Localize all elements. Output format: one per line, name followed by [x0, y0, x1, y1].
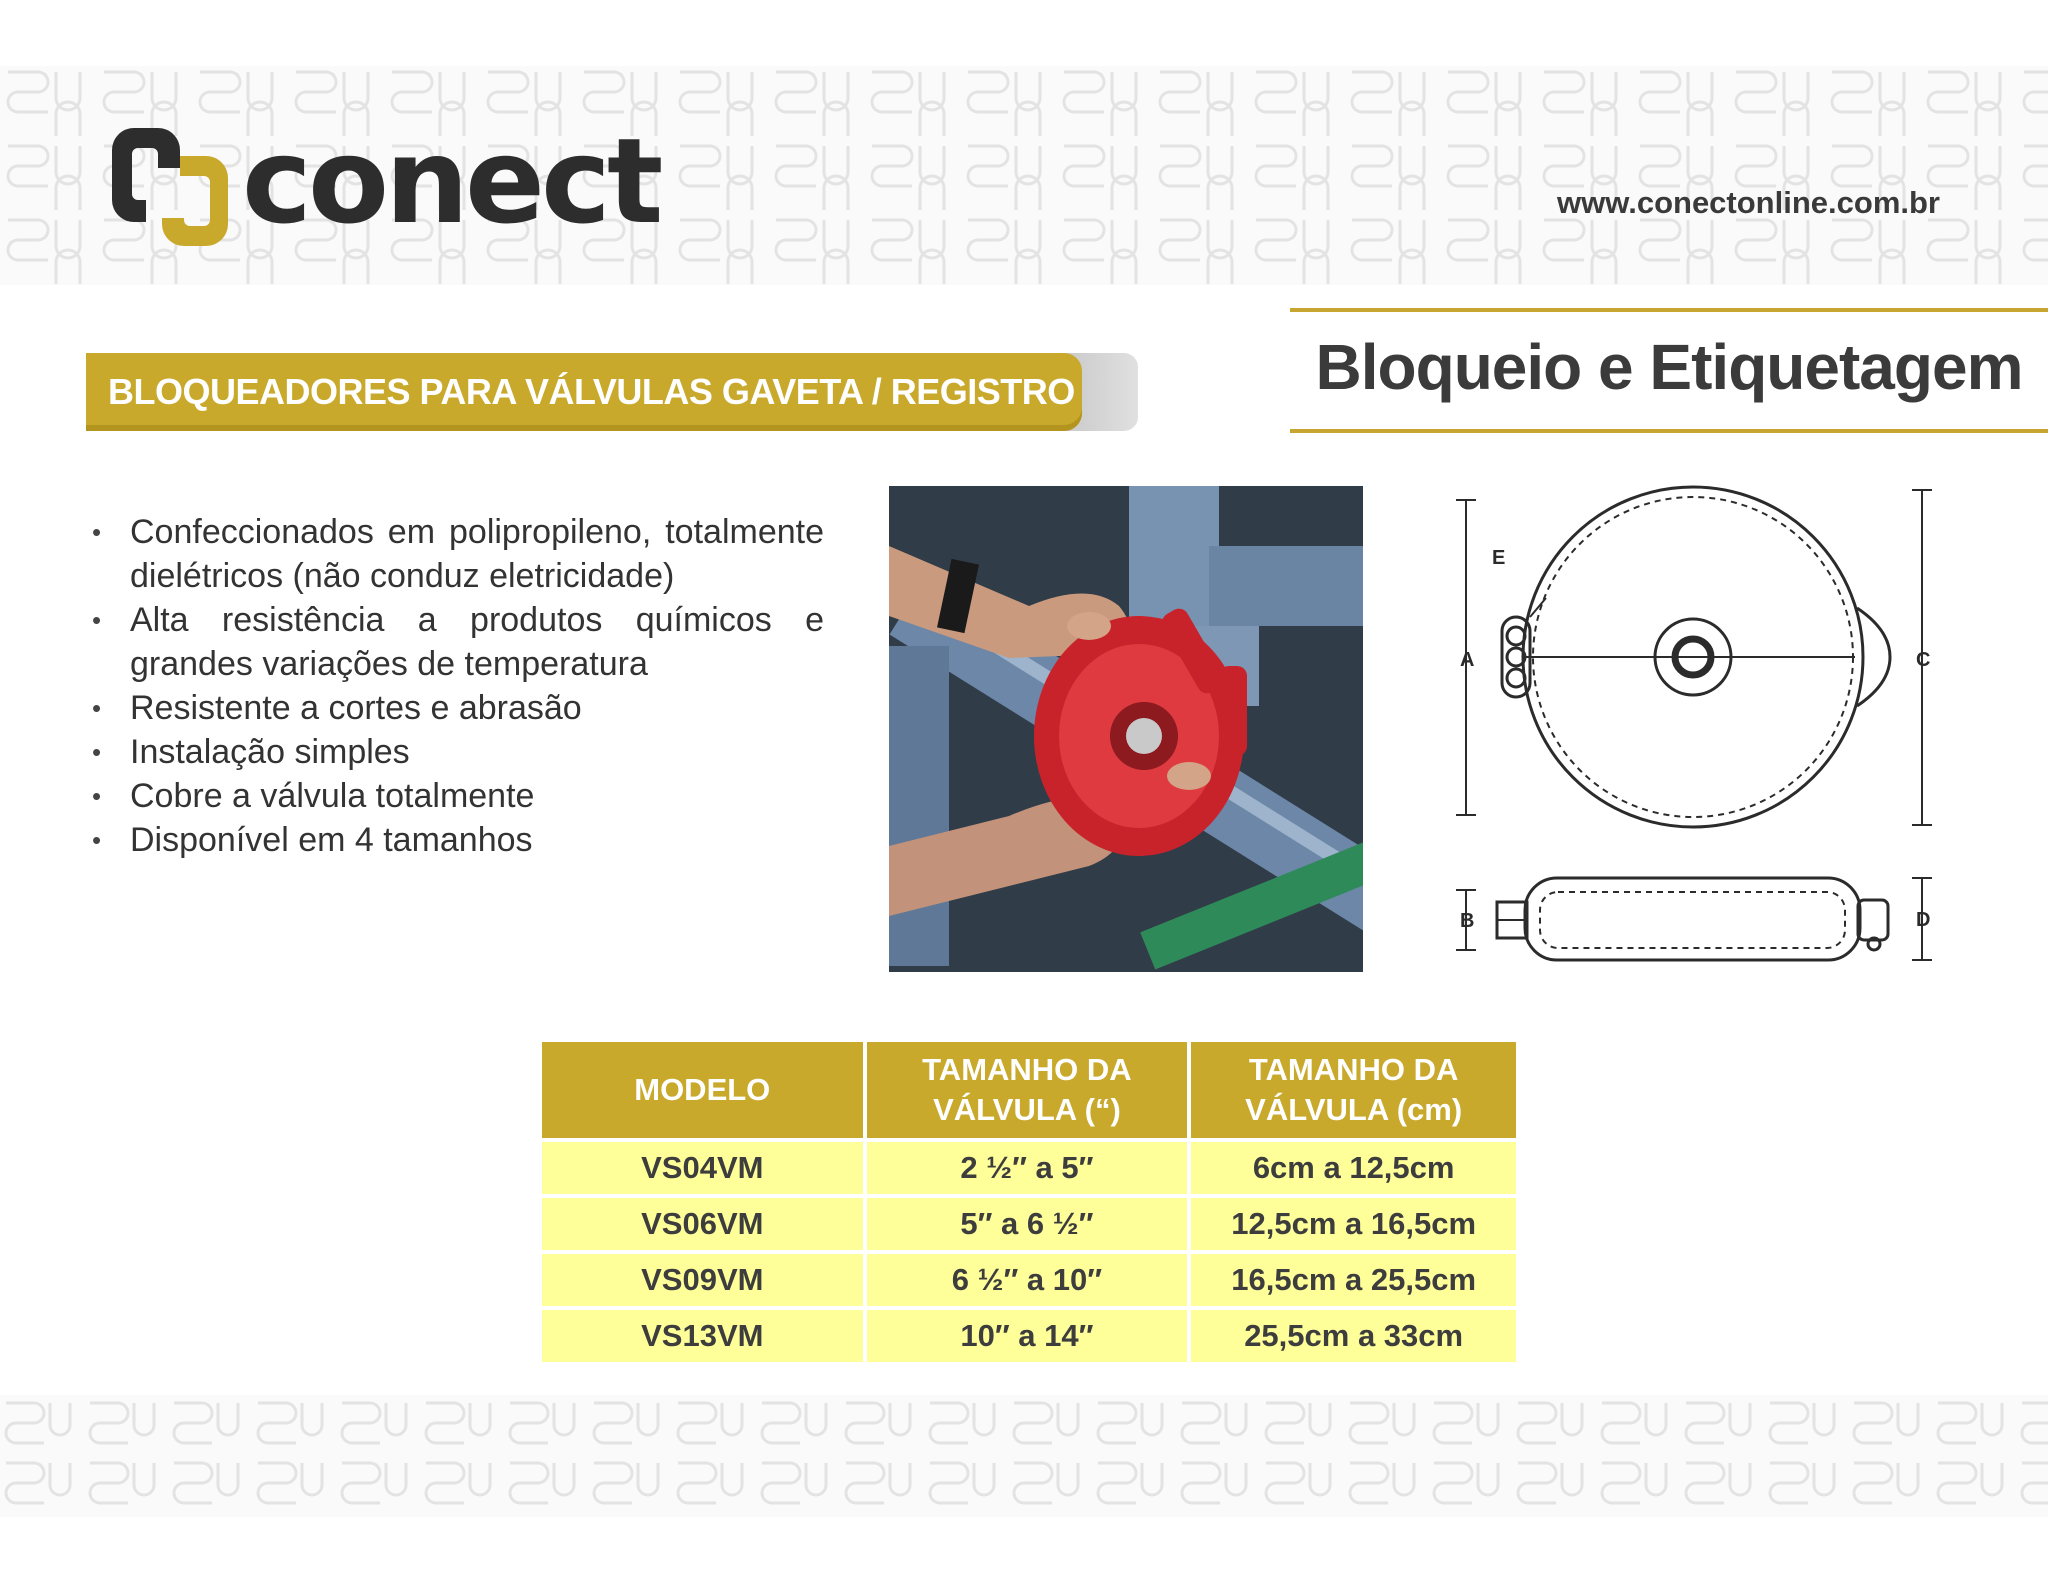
feature-list — [88, 510, 824, 862]
cell-model: VS09VM — [542, 1254, 863, 1306]
cell-size-inches: 2 ½″ a 5″ — [867, 1142, 1188, 1194]
website-url[interactable]: www.conectonline.com.br — [1557, 185, 1940, 220]
technical-drawing — [1450, 480, 1960, 970]
cell-size-cm: 16,5cm a 25,5cm — [1191, 1254, 1516, 1306]
table-header-row — [542, 1042, 1516, 1138]
cell-size-cm: 25,5cm a 33cm — [1191, 1310, 1516, 1362]
logo-mark-icon — [104, 112, 234, 252]
feature-item: • Cobre a válvula totalmente — [88, 774, 824, 818]
feature-item: • Instalação simples — [88, 730, 824, 774]
feature-item: • Alta resistência a produtos químicos e grandes variações de temperatura — [88, 598, 824, 686]
cell-size-cm: 12,5cm a 16,5cm — [1191, 1198, 1516, 1250]
dimension-diagram — [1450, 480, 1960, 970]
size-table — [538, 1038, 1520, 1366]
product-title-bar — [86, 353, 1138, 431]
label-d: D — [1916, 909, 1931, 931]
product-photo — [889, 486, 1363, 972]
table-row — [542, 1254, 1516, 1306]
cell-size-inches: 5″ a 6 ½″ — [867, 1198, 1188, 1250]
table-row — [542, 1310, 1516, 1362]
table-row — [542, 1198, 1516, 1250]
label-a: A — [1460, 649, 1475, 671]
table-row — [542, 1142, 1516, 1194]
label-b: B — [1460, 910, 1475, 932]
header-valve-size-inches: TAMANHO DA VÁLVULA (“) — [867, 1042, 1188, 1138]
heading-rule-top — [1290, 308, 2048, 312]
cell-model: VS06VM — [542, 1198, 863, 1250]
brand-wordmark: conect — [242, 112, 660, 250]
cell-size-cm: 6cm a 12,5cm — [1191, 1142, 1516, 1194]
pattern-decoration — [0, 1395, 2048, 1517]
product-photo-illustration — [889, 486, 1363, 972]
section-heading: Bloqueio e Etiquetagem — [1315, 331, 2023, 403]
heading-rule-bottom — [1290, 429, 2048, 433]
product-title: BLOQUEADORES PARA VÁLVULAS GAVETA / REGISTRO — [108, 371, 1075, 412]
label-e: E — [1492, 547, 1506, 569]
footer-pattern-band — [0, 1395, 2048, 1517]
brand-logo — [104, 112, 660, 252]
cell-model: VS04VM — [542, 1142, 863, 1194]
header-valve-size-cm: TAMANHO DA VÁLVULA (cm) — [1191, 1042, 1516, 1138]
label-c: C — [1916, 649, 1931, 671]
cell-size-inches: 10″ a 14″ — [867, 1310, 1188, 1362]
header-model: MODELO — [542, 1042, 863, 1138]
cell-size-inches: 6 ½″ a 10″ — [867, 1254, 1188, 1306]
feature-item: • Resistente a cortes e abrasão — [88, 686, 824, 730]
feature-item: • Disponível em 4 tamanhos — [88, 818, 824, 862]
feature-item: • Confeccionados em polipropileno, totalmente dielétricos (não conduz eletricidade) — [88, 510, 824, 598]
cell-model: VS13VM — [542, 1310, 863, 1362]
